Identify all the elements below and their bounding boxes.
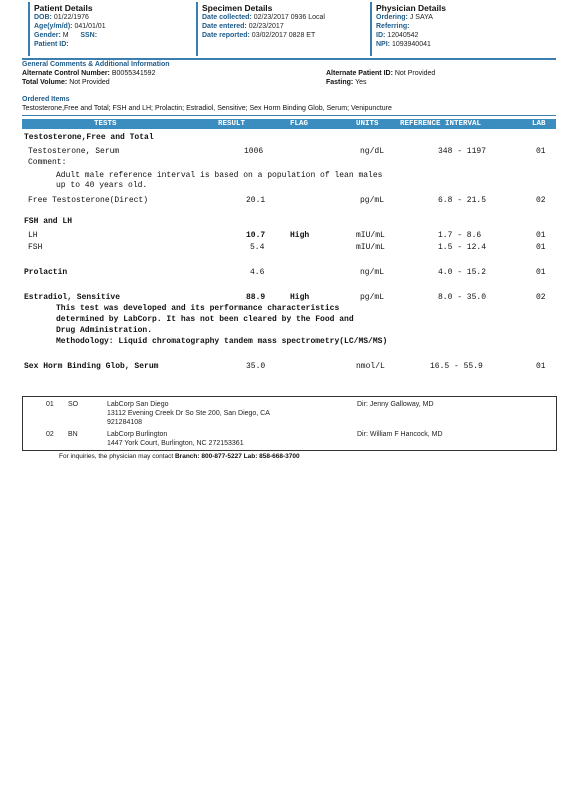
- footer-branch: Branch: 800-877-5227 Lab: 858-668-3700: [174, 453, 300, 460]
- fasting-value: Yes: [355, 79, 367, 86]
- comment-line-1: Adult male reference interval is based on a population of lean males: [56, 171, 383, 180]
- date-collected-label: Date collected:: [202, 14, 252, 21]
- header-divider-right: [370, 2, 372, 56]
- npi-value: 1093940041: [391, 41, 431, 48]
- reference-interval: 348 - 1197: [438, 147, 487, 156]
- ordering-value: J SAYA: [409, 14, 433, 21]
- note-line-1: This test was developed and its performance characteristics: [56, 304, 340, 313]
- units: mIU/mL: [356, 231, 385, 240]
- test-name: FSH: [28, 243, 43, 252]
- age-label: Age(y/m/d):: [34, 23, 73, 30]
- alt-patient-value: Not Provided: [394, 70, 436, 77]
- test-name: Estradiol, Sensitive: [24, 293, 121, 302]
- ordered-items-rule: [22, 115, 556, 116]
- lab-address-1: 13112 Evening Creek Dr So Ste 200, San Diego, CA: [107, 410, 270, 417]
- physician-details: [376, 0, 556, 56]
- fasting-label: Fasting:: [326, 79, 354, 86]
- date-reported-value: 03/02/2017 0828 ET: [251, 32, 316, 39]
- referring-label: Referring:: [376, 23, 410, 30]
- result-row: [0, 242, 578, 253]
- reference-interval: 16.5 - 55.9: [430, 362, 483, 371]
- units: pg/mL: [360, 196, 385, 205]
- units: ng/mL: [360, 268, 385, 277]
- comment-label: Comment:: [28, 158, 67, 167]
- lab-number: 01: [46, 401, 54, 408]
- result-row: [0, 361, 578, 372]
- alt-control-label: Alternate Control Number:: [22, 70, 110, 77]
- footer-text: For inquiries, the physician may contact: [59, 453, 174, 460]
- lab-director: Dir: William F Hancock, MD: [357, 431, 443, 438]
- lab-code: 01: [536, 231, 546, 240]
- group-testosterone: [0, 132, 578, 143]
- header-divider-mid: [196, 2, 198, 56]
- lab-code: SO: [68, 401, 79, 408]
- col-reference: REFERENCE INTERVAL: [400, 120, 482, 128]
- patient-details: [34, 0, 184, 56]
- reference-interval: 4.0 - 15.2: [438, 268, 487, 277]
- ssn-label: SSN:: [80, 32, 98, 39]
- group-title: FSH and LH: [24, 217, 73, 226]
- lab-name: LabCorp San Diego: [107, 401, 169, 408]
- lab-code: 01: [536, 243, 546, 252]
- date-entered-value: 02/23/2017: [248, 23, 284, 30]
- test-name: Free Testosterone(Direct): [28, 196, 149, 205]
- lab-address-2: 921284108: [107, 419, 143, 426]
- patient-id-label: Patient ID:: [34, 41, 69, 48]
- physician-id-value: 12040542: [387, 32, 419, 39]
- note-line-4: Methodology: Liquid chromatography tandem mass spectrometry(LC/MS/MS): [56, 337, 388, 346]
- physician-id-label: ID:: [376, 32, 386, 39]
- reference-interval: 6.8 - 21.5: [438, 196, 487, 205]
- date-entered-label: Date entered:: [202, 23, 247, 30]
- units: nmol/L: [356, 362, 385, 371]
- result-row: [0, 292, 578, 303]
- alt-control-value: B0055341592: [111, 70, 156, 77]
- result-value: 88.9: [246, 293, 266, 302]
- col-tests: TESTS: [94, 120, 117, 128]
- date-collected-value: 02/23/2017 0936 Local: [253, 14, 325, 21]
- test-name: Sex Horm Binding Glob, Serum: [24, 362, 159, 371]
- header-divider-left: [28, 2, 30, 56]
- reference-interval: 1.5 - 12.4: [438, 243, 487, 252]
- col-lab: LAB: [532, 120, 546, 128]
- lab-director: Dir: Jenny Galloway, MD: [357, 401, 434, 408]
- lab-code: 01: [536, 268, 546, 277]
- lab-address-1: 1447 York Court, Burlington, NC 272153361: [107, 440, 244, 447]
- result-row: [0, 230, 578, 241]
- gender-label: Gender:: [34, 32, 61, 39]
- units: mIU/mL: [356, 243, 385, 252]
- col-flag: FLAG: [290, 120, 309, 128]
- units: pg/mL: [360, 293, 385, 302]
- footer: [59, 452, 300, 461]
- result-row: [0, 267, 578, 278]
- reference-interval: 1.7 - 8.6: [438, 231, 482, 240]
- results-table-header: [22, 119, 556, 129]
- result-value: 35.0: [246, 362, 266, 371]
- result-row: [0, 195, 578, 206]
- col-result: RESULT: [218, 120, 246, 128]
- specimen-details-title: Specimen Details: [202, 3, 273, 13]
- lab-code: 02: [536, 293, 546, 302]
- specimen-details: [202, 0, 362, 56]
- result-value: 5.4: [250, 243, 265, 252]
- test-name: LH: [28, 231, 38, 240]
- lab-code: 01: [536, 362, 546, 371]
- reference-interval: 8.0 - 35.0: [438, 293, 487, 302]
- ordering-label: Ordering:: [376, 14, 408, 21]
- patient-details-title: Patient Details: [34, 3, 93, 13]
- col-units: UNITS: [356, 120, 379, 128]
- total-volume-value: Not Provided: [69, 79, 110, 86]
- date-reported-label: Date reported:: [202, 32, 250, 39]
- test-name: Testosterone, Serum: [28, 147, 120, 156]
- result-value: 20.1: [246, 196, 266, 205]
- result-value: 1006: [244, 147, 264, 156]
- dob-value: 01/22/1976: [53, 14, 89, 21]
- group-fsh-lh: [0, 216, 578, 227]
- lab-number: 02: [46, 431, 54, 438]
- total-volume-label: Total Volume:: [22, 79, 68, 86]
- npi-label: NPI:: [376, 41, 390, 48]
- lab-code: BN: [68, 431, 78, 438]
- lab-name: LabCorp Burlington: [107, 431, 168, 438]
- group-title: Testosterone,Free and Total: [24, 133, 154, 142]
- note-line-2: determined by LabCorp. It has not been cleared by the Food and: [56, 315, 354, 324]
- lab-code: 02: [536, 196, 546, 205]
- test-name: Prolactin: [24, 268, 68, 277]
- comment-line-2: up to 40 years old.: [56, 181, 148, 190]
- dob-label: DOB:: [34, 14, 52, 21]
- physician-details-title: Physician Details: [376, 3, 446, 13]
- ordered-items-list: Testosterone,Free and Total; FSH and LH; Prolactin; Estradiol, Sensitive; Sex Horm Binding Glob, Serum; Venipuncture: [22, 105, 392, 112]
- units: ng/dL: [360, 147, 385, 156]
- flag: High: [290, 231, 310, 240]
- lab-locations-box: [22, 396, 557, 451]
- note-line-3: Drug Administration.: [56, 326, 153, 335]
- result-value: 4.6: [250, 268, 265, 277]
- flag: High: [290, 293, 310, 302]
- gender-value: M: [62, 32, 69, 39]
- ordered-items-title: Ordered Items: [22, 96, 70, 103]
- alt-patient-label: Alternate Patient ID:: [326, 70, 393, 77]
- age-value: 041/01/01: [74, 23, 106, 30]
- general-comments-title: General Comments & Additional Information: [22, 61, 170, 68]
- result-value: 10.7: [246, 231, 266, 240]
- lab-code: 01: [536, 147, 546, 156]
- result-row: [0, 146, 578, 157]
